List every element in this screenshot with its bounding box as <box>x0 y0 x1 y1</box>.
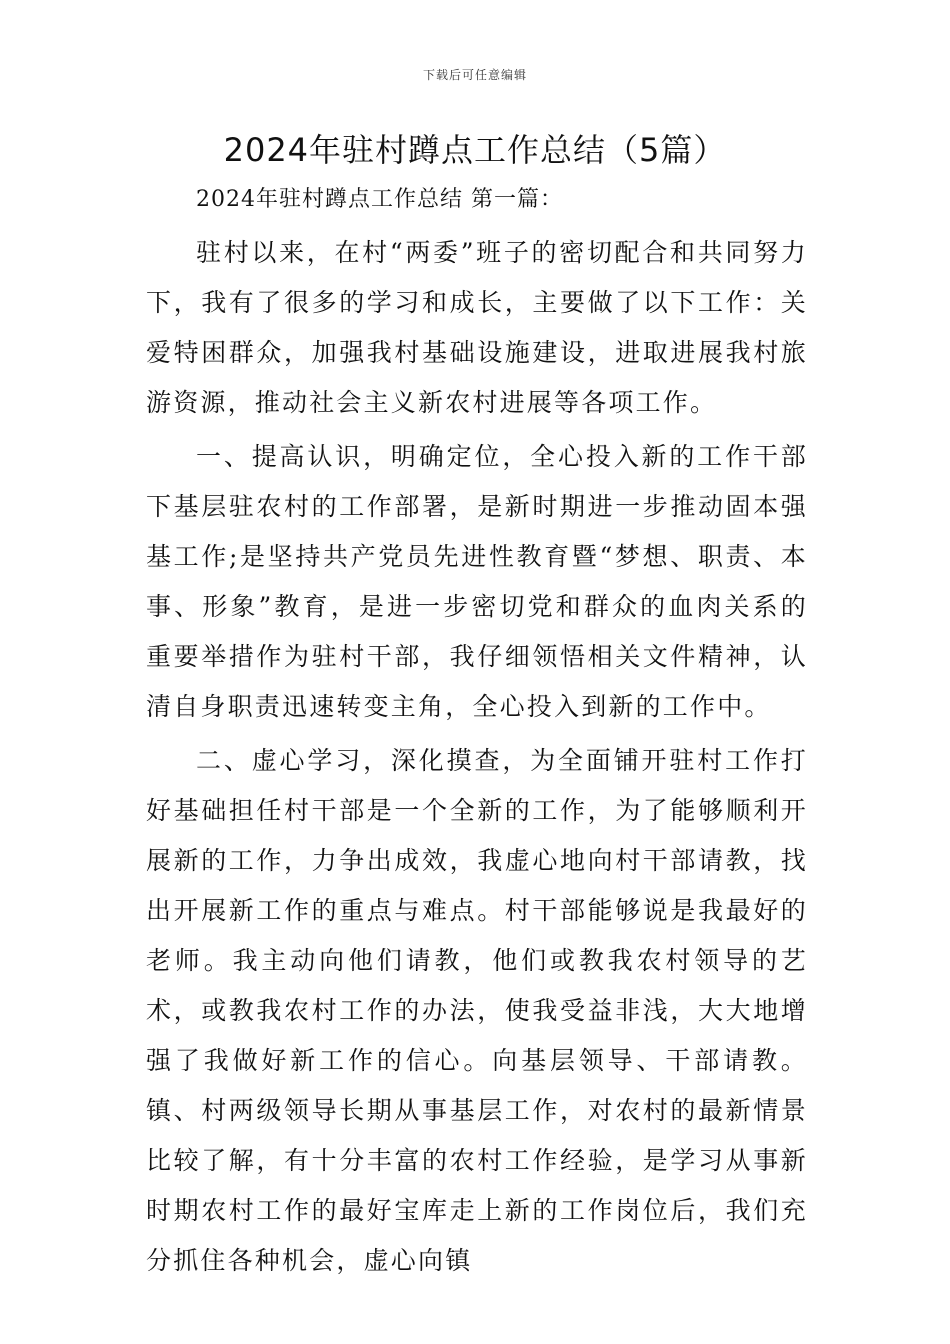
paragraph-section-2: 二、虚心学习，深化摸查，为全面铺开驻村工作打好基础担任村干部是一个全新的工作，为了能够顺利开展新的工作，力争出成效，我虚心地向村干部请教，找出开展新工作的重点与难点。村干部能够说是我最好的老师。我主动向他们请教，他们或教我农村领导的艺术，或教我农村工作的办法，使我受益非浅，大大地增强了我做好新工作的信心。向基层领导、干部请教。镇、村两级领导长期从事基层工作，对农村的最新情景比较了解，有十分丰富的农村工作经验，是学习从事新时期农村工作的最好宝库走上新的工作岗位后，我们充分抓住各种机会，虚心向镇 <box>146 746 808 1275</box>
document-body <box>146 228 808 1290</box>
paragraph-section-1: 一、提高认识，明确定位，全心投入新的工作干部下基层驻农村的工作部署，是新时期进一步推动固本强基工作;是坚持共产党员先进性教育暨“梦想、职责、本事、形象”教育，是进一步密切党和群众的血肉关系的重要举措作为驻村干部，我仔细领悟相关文件精神，认清自身职责迅速转变主角，全心投入到新的工作中。 <box>146 442 808 721</box>
page-header-note: 下载后可任意编辑 <box>422 68 527 82</box>
section-subtitle: 2024年驻村蹲点工作总结 第一篇： <box>196 187 563 212</box>
document-title: 2024年驻村蹲点工作总结（5篇） <box>223 131 727 169</box>
paragraph-intro: 驻村以来，在村“两委”班子的密切配合和共同努力下，我有了很多的学习和成长，主要做了以下工作：关爱特困群众，加强我村基础设施建设，进取进展我村旅游资源，推动社会主义新农村进展等各项工作。 <box>146 238 808 417</box>
